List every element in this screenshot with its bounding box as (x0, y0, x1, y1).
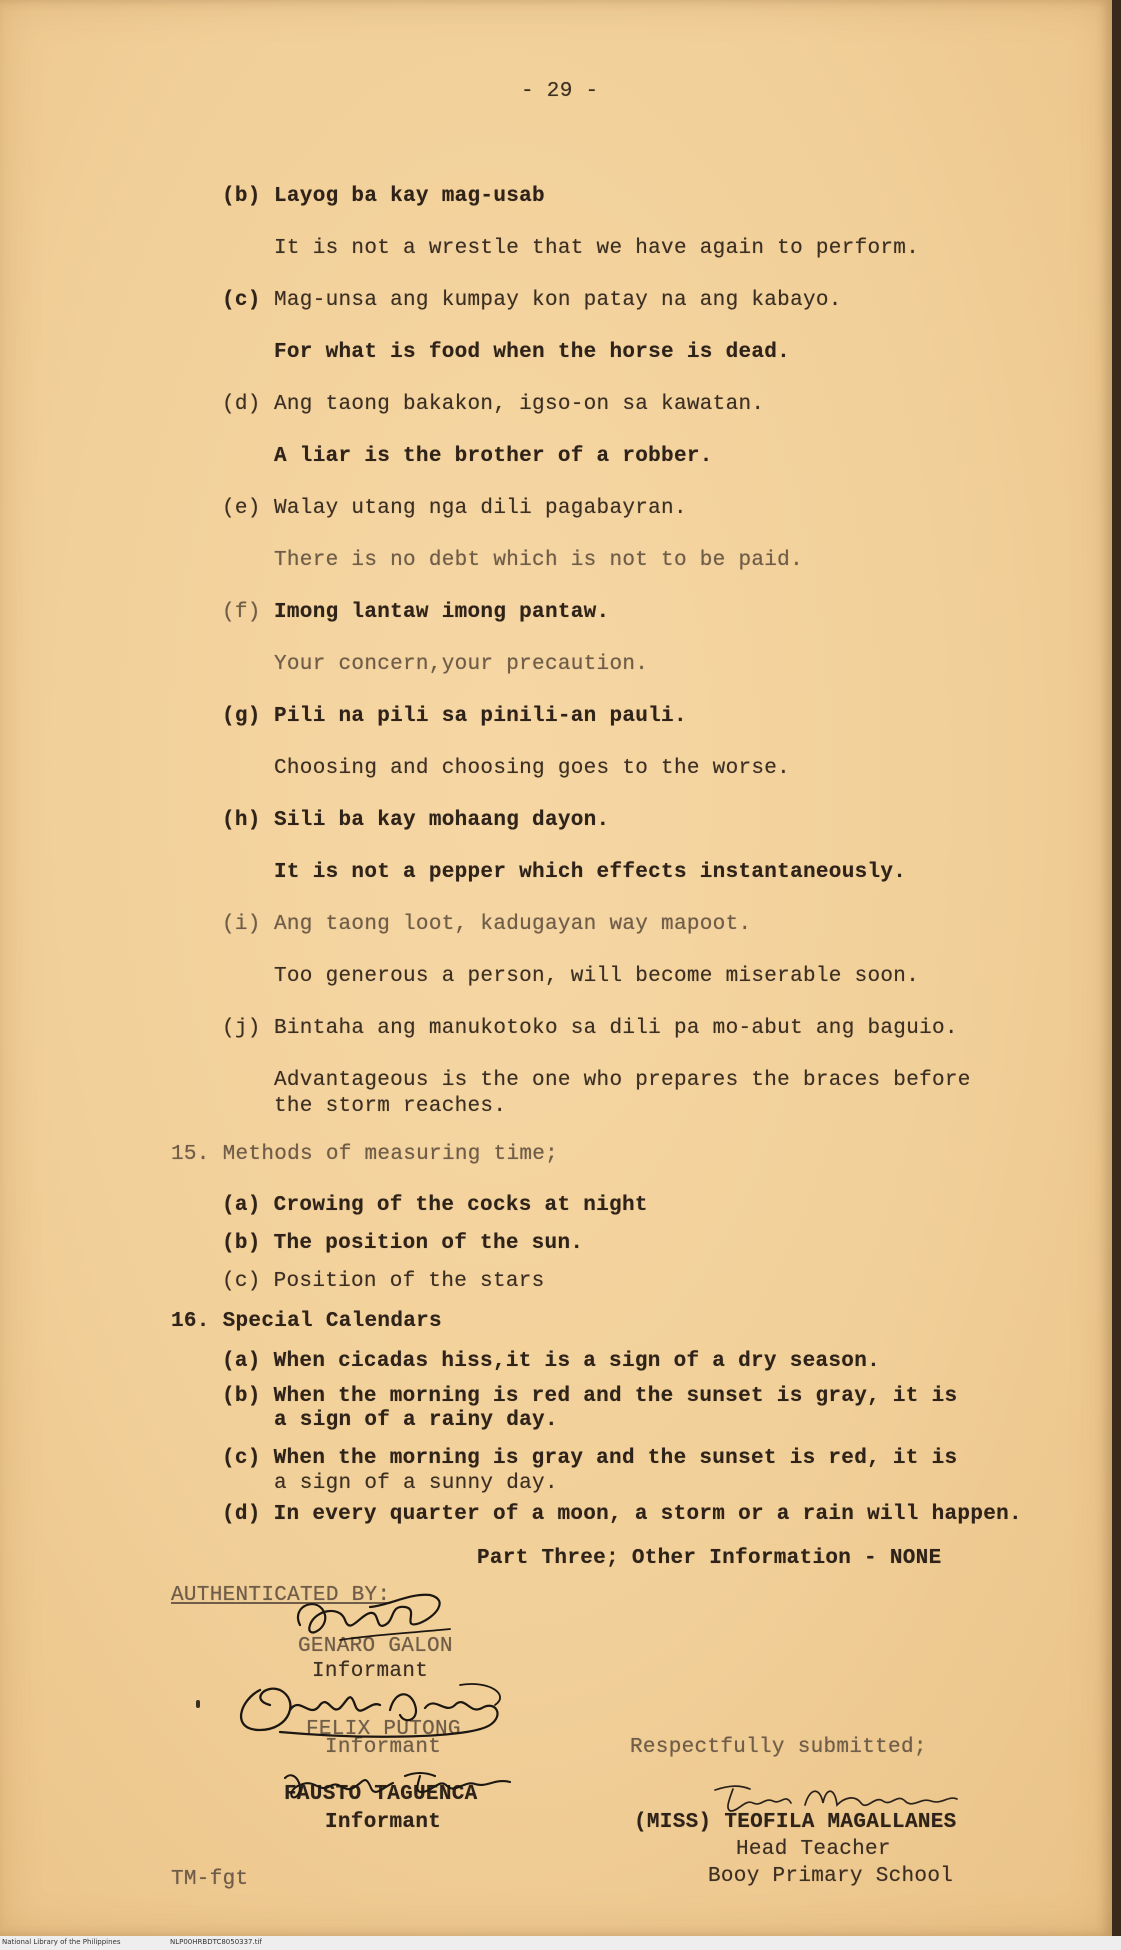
footer-code: NLP00HRBDTC8050337.tif (170, 1938, 262, 1946)
section-15-item-c: (c) Position of the stars (222, 1270, 545, 1293)
proverb-d-label: (d) (222, 393, 261, 416)
proverb-j-native: Bintaha ang manukotoko sa dili pa mo-abut ang baguio. (274, 1017, 958, 1040)
section-16-item-b: (b) When the morning is red and the sunset is gray, it is (222, 1385, 958, 1408)
respectfully-submitted: Respectfully submitted; (630, 1736, 927, 1759)
signature-genaro-galon (280, 1585, 480, 1655)
proverb-e-english: There is no debt which is not to be paid. (274, 549, 803, 572)
section-16-item-c: (c) When the morning is gray and the sunset is red, it is (222, 1447, 958, 1470)
section-16-item-c-cont: a sign of a sunny day. (274, 1472, 558, 1495)
proverb-c-english: For what is food when the horse is dead. (274, 341, 791, 364)
proverb-d-english: A liar is the brother of a robber. (274, 445, 713, 468)
informant-1-role: Informant (312, 1660, 429, 1683)
informant-2-name: FELIX PUTONG (306, 1718, 461, 1741)
section-15-item-b: (b) The position of the sun. (222, 1232, 584, 1255)
proverb-f-english: Your concern,your precaution. (274, 653, 649, 676)
proverb-d-native: Ang taong bakakon, igso-on sa kawatan. (274, 393, 765, 416)
proverb-b-label: (b) (222, 185, 261, 208)
proverb-g-native: Pili na pili sa pinili-an pauli. (274, 705, 687, 728)
informant-3-role: Informant (325, 1811, 442, 1834)
proverb-g-label: (g) (222, 705, 261, 728)
proverb-h-native: Sili ba kay mohaang dayon. (274, 809, 610, 832)
proverb-j-english: Advantageous is the one who prepares the braces before (274, 1069, 971, 1092)
section-16-item-d: (d) In every quarter of a moon, a storm or a rain will happen. (222, 1503, 1022, 1526)
proverb-i-native: Ang taong loot, kadugayan way mapoot. (274, 913, 752, 936)
proverb-c-label: (c) (222, 289, 261, 312)
submitter-school: Booy Primary School (708, 1865, 954, 1888)
typist-initials: TM-fgt (171, 1868, 249, 1891)
section-16-item-a: (a) When cicadas hiss,it is a sign of a dry season. (222, 1350, 881, 1373)
informant-1-name: GENARO GALON (298, 1635, 453, 1658)
proverb-i-english: Too generous a person, will become miserable soon. (274, 965, 920, 988)
proverb-f-native: Imong lantaw imong pantaw. (274, 601, 610, 624)
signature-teofila-magallanes (705, 1775, 965, 1825)
proverb-f-label: (f) (222, 601, 261, 624)
footer-library: National Library of the Philippines (2, 1938, 121, 1946)
signature-felix-putong (220, 1670, 510, 1750)
proverb-b-english: It is not a wrestle that we have again to perform. (274, 237, 920, 260)
authenticated-by: AUTHENTICATED BY: (171, 1584, 391, 1607)
ink-mark (196, 1700, 200, 1708)
proverb-j-label: (j) (222, 1017, 261, 1040)
proverb-i-label: (i) (222, 913, 261, 936)
proverb-b-native: Layog ba kay mag-usab (274, 185, 545, 208)
proverb-h-label: (h) (222, 809, 261, 832)
scan-footer (0, 1936, 1121, 1950)
proverb-g-english: Choosing and choosing goes to the worse. (274, 757, 791, 780)
proverb-e-native: Walay utang nga dili pagabayran. (274, 497, 687, 520)
informant-2-role: Informant (325, 1736, 442, 1759)
page-number: - 29 - (521, 80, 599, 103)
part-three-note: Part Three; Other Information - NONE (477, 1547, 942, 1570)
proverb-j-english-cont: the storm reaches. (274, 1095, 507, 1118)
section-15-heading: 15. Methods of measuring time; (171, 1143, 559, 1166)
informant-3-name: FAUSTO TAGUENCA (284, 1783, 478, 1806)
signature-fausto-taguenca (275, 1758, 525, 1808)
section-16-heading: 16. Special Calendars (171, 1310, 442, 1333)
section-16-item-b-cont: a sign of a rainy day. (274, 1409, 558, 1432)
proverb-e-label: (e) (222, 497, 261, 520)
submitter-name: (MISS) TEOFILA MAGALLANES (634, 1811, 957, 1834)
proverb-c-native: Mag-unsa ang kumpay kon patay na ang kabayo. (274, 289, 842, 312)
submitter-title: Head Teacher (736, 1838, 891, 1861)
proverb-h-english: It is not a pepper which effects instantaneously. (274, 861, 907, 884)
section-15-item-a: (a) Crowing of the cocks at night (222, 1194, 648, 1217)
